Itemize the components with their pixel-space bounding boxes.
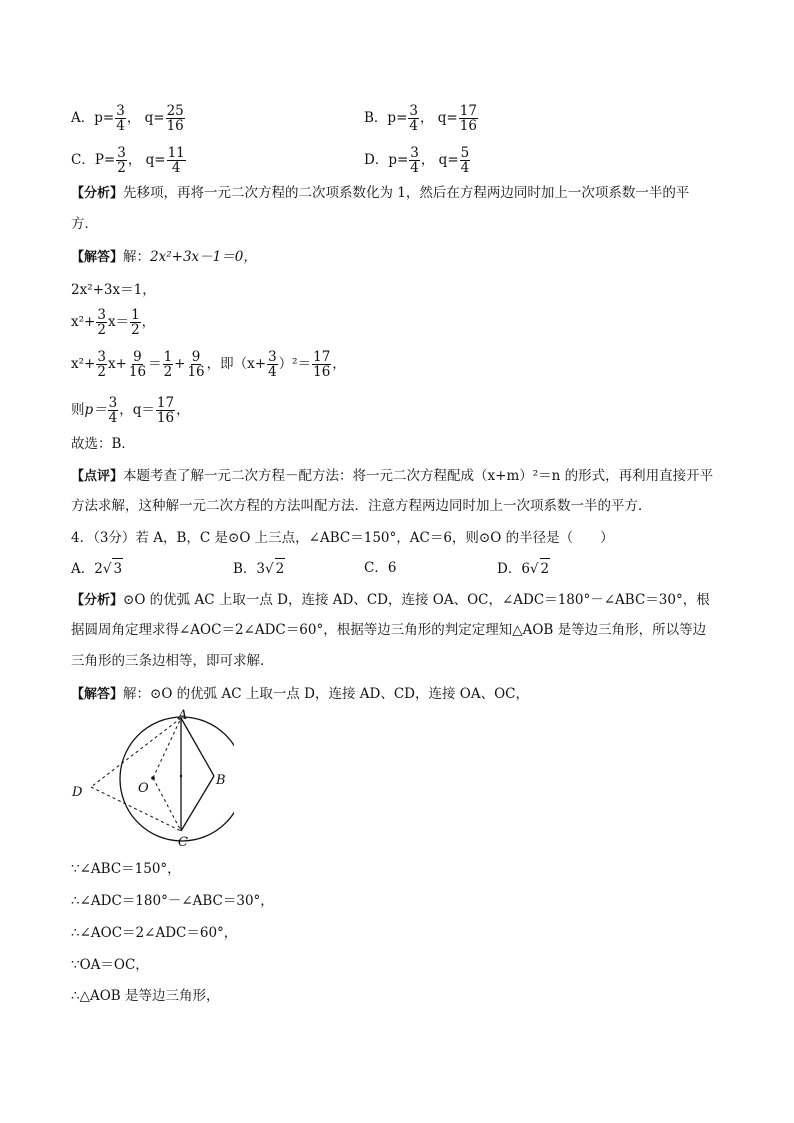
center-point bbox=[151, 776, 155, 780]
segment-oc bbox=[153, 778, 181, 831]
segment-ad bbox=[91, 718, 181, 787]
segment-cd bbox=[91, 787, 181, 831]
q4-option-c: C．6 bbox=[364, 560, 397, 576]
analysis-tag: 【分析】 bbox=[71, 593, 124, 608]
q4-option-a: A．2√ 3 bbox=[71, 558, 123, 579]
label-b: B bbox=[216, 773, 226, 788]
solution-1-eq-2: 2x²+3x＝1， bbox=[71, 282, 156, 298]
segment-bc bbox=[181, 776, 214, 831]
label-c: C bbox=[178, 835, 188, 850]
solution-2-step-5: ∴△AOB 是等边三角形， bbox=[71, 988, 220, 1004]
solution-2-step-1: ∵∠ABC＝150°， bbox=[71, 861, 181, 877]
option-a: A．p= $\frac{3}{4}$ ， q= $\frac{25}{16}$ bbox=[71, 103, 184, 134]
solution-2-line-1: 【解答】解：⊙O 的优弧 AC 上取一点 D，连接 AD、CD，连接 OA、OC， bbox=[71, 686, 529, 702]
solution-2-step-4: ∵OA＝OC， bbox=[71, 957, 149, 973]
label-a: A bbox=[178, 708, 188, 723]
analysis-tag: 【分析】 bbox=[71, 186, 124, 201]
label-d: D bbox=[72, 785, 83, 800]
comment-1-line-1: 【点评】本题考查了解一元二次方程－配方法：将一元二次方程配成（x+m）²＝n 的形式，再利用直接开平 bbox=[71, 468, 714, 484]
circle-figure bbox=[64, 706, 234, 852]
analysis-2-line-1: 【分析】⊙O 的优弧 AC 上取一点 D，连接 AD、CD，连接 OA、OC，∠ADC＝180°－∠ABC＝30°，根 bbox=[71, 592, 710, 608]
solution-2-step-2: ∴∠ADC＝180°－∠ABC＝30°， bbox=[71, 893, 274, 909]
segment-oa bbox=[153, 718, 181, 778]
solution-1-eq-3: x²+ $\frac{3}{2}$ x＝ $\frac{1}{2}$ ， bbox=[71, 307, 156, 338]
analysis-2-line-3: 三角形的三条边相等，即可求解． bbox=[71, 653, 274, 669]
analysis-1-line-2: 方． bbox=[71, 216, 98, 232]
solution-1-choice: 故选：B． bbox=[71, 436, 135, 452]
solution-1-line-1: 【解答】解：2x²+3x－1＝0， bbox=[71, 249, 257, 265]
option-b: B．p= $\frac{3}{4}$ ， q= $\frac{17}{16}$ bbox=[364, 103, 477, 134]
q4-option-d: D．6√ 2 bbox=[497, 558, 550, 579]
label-o: O bbox=[138, 781, 149, 796]
solution-tag: 【解答】 bbox=[71, 250, 124, 265]
solution-tag: 【解答】 bbox=[71, 687, 124, 702]
midpoint-dot bbox=[180, 775, 182, 777]
comment-tag: 【点评】 bbox=[71, 469, 124, 484]
analysis-2-line-2: 据圆周角定理求得∠AOC＝2∠ADC＝60°，根据等边三角形的判定定理知△AOB 是等边三角形，所以等边 bbox=[71, 622, 707, 638]
solution-1-eq-5: 则p＝ $\frac{3}{4}$ ，q＝ $\frac{17}{16}$ ， bbox=[71, 395, 190, 426]
question-4-stem: 4．（3分）若 A，B，C 是⊙O 上三点，∠ABC＝150°，AC＝6，则⊙O 的半径是（ ） bbox=[71, 530, 614, 546]
solution-2-step-3: ∴∠AOC＝2∠ADC＝60°， bbox=[71, 925, 238, 941]
option-c: C．P= $\frac{3}{2}$ ， q= $\frac{11}{4}$ bbox=[71, 145, 185, 176]
option-d: D．p= $\frac{3}{4}$ ， q= $\frac{5}{4}$ bbox=[364, 145, 470, 176]
analysis-1-line-1: 【分析】先移项，再将一元二次方程的二次项系数化为 1，然后在方程两边同时加上一次项系数一半的平 bbox=[71, 185, 690, 201]
segment-ab bbox=[181, 718, 214, 776]
solution-1-eq-4: x²+ $\frac{3}{2}$ x+ $\frac{9}{16}$ ＝ $\frac{1}{2}$ + $\frac{9}{16}$ ，即（x+ $\frac{3}{4}$ ）²＝ $\frac{17}{16}$ ， bbox=[71, 349, 346, 380]
q4-option-b: B．3√ 2 bbox=[233, 558, 285, 579]
comment-1-line-2: 方法求解，这种解一元二次方程的方法叫配方法．注意方程两边同时加上一次项系数一半的平方． bbox=[71, 498, 652, 514]
